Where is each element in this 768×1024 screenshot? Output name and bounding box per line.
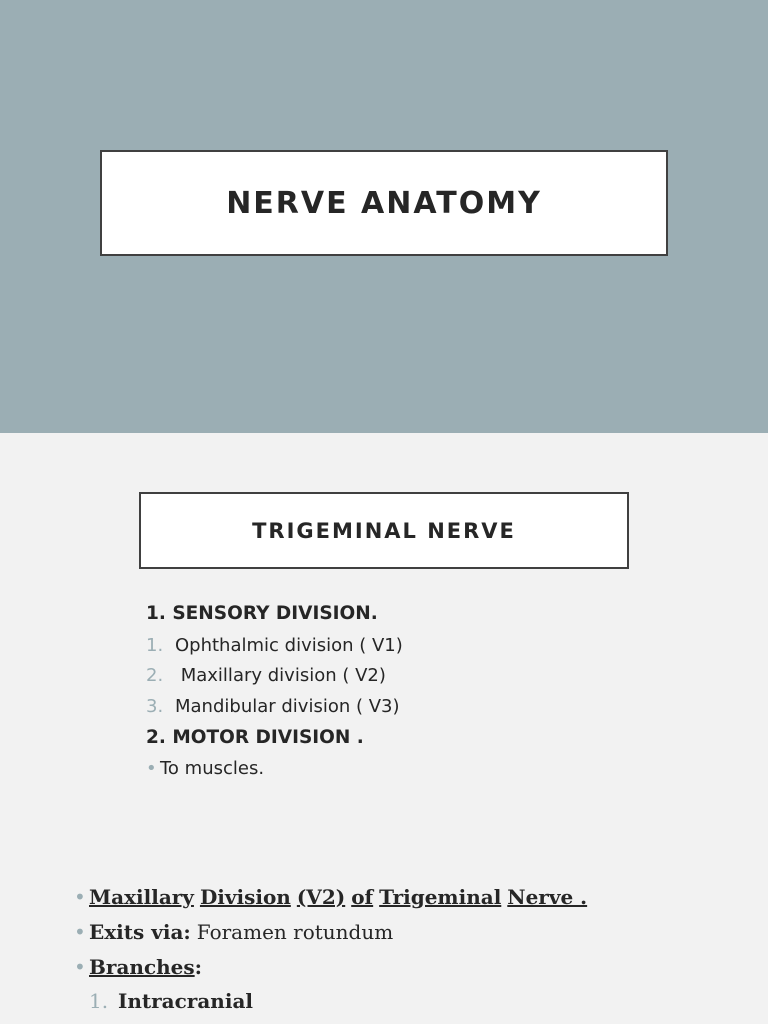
heading-word: Nerve .	[507, 885, 588, 909]
bullet-text: To muscles.	[160, 758, 265, 779]
bullet-item	[146, 758, 264, 779]
list-text: Mandibular division ( V3)	[175, 696, 400, 717]
bullet-icon: •	[74, 955, 86, 979]
slide-subtitle: TRIGEMINAL NERVE	[252, 518, 516, 543]
heading-word: Maxillary	[89, 885, 194, 909]
branches-label: Branches	[89, 955, 195, 979]
branches-colon: :	[194, 955, 203, 979]
subtitle-box	[139, 492, 629, 569]
list-number: 1.	[89, 989, 109, 1013]
heading-word: (V2)	[296, 885, 346, 909]
exits-label: Exits via:	[89, 920, 191, 944]
bullet-icon: •	[74, 920, 86, 944]
list-item	[146, 696, 400, 717]
content-slide	[0, 433, 768, 1024]
exits-value: Foramen rotundum	[196, 920, 394, 944]
exits-line	[74, 920, 393, 944]
list-text: Maxillary division ( V2)	[175, 665, 386, 686]
list-text: Ophthalmic division ( V1)	[175, 635, 403, 656]
heading-word: of	[351, 885, 374, 909]
list-item	[146, 665, 386, 686]
heading-word: Division	[199, 885, 291, 909]
list-number: 1.	[146, 635, 164, 656]
title-slide	[0, 0, 768, 433]
slide-title: NERVE ANATOMY	[226, 185, 542, 221]
list-number: 2.	[146, 665, 164, 686]
list-item	[89, 989, 253, 1013]
title-box	[100, 150, 668, 256]
branches-line	[74, 955, 202, 979]
list-number: 3.	[146, 696, 164, 717]
bullet-icon: •	[146, 758, 157, 779]
motor-heading: 2. MOTOR DIVISION .	[146, 727, 364, 748]
heading-word: Trigeminal	[379, 885, 502, 909]
list-text: Intracranial	[118, 989, 253, 1013]
maxillary-heading	[74, 885, 587, 909]
list-item	[146, 635, 403, 656]
bullet-icon: •	[74, 885, 86, 909]
sensory-heading: 1. SENSORY DIVISION.	[146, 603, 378, 624]
